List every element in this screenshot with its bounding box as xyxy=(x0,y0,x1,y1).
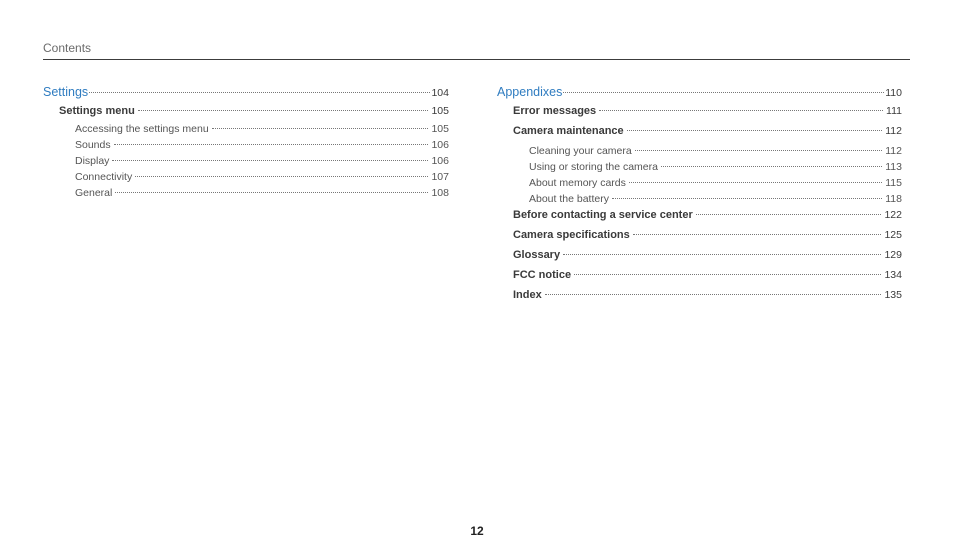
dot-leader xyxy=(563,254,881,255)
dot-leader xyxy=(599,110,883,111)
toc-entry[interactable] xyxy=(497,125,902,145)
toc-subentry[interactable] xyxy=(43,123,449,139)
toc-page-number: 107 xyxy=(431,171,449,183)
toc-page-number: 111 xyxy=(886,105,902,117)
toc-entry[interactable] xyxy=(497,209,902,229)
toc-subentry[interactable] xyxy=(43,155,449,171)
toc-entry-title: Using or storing the camera xyxy=(529,161,658,173)
toc-entry[interactable] xyxy=(497,105,902,125)
toc-subentry[interactable] xyxy=(43,171,449,187)
toc-subentry[interactable] xyxy=(43,139,449,155)
dot-leader xyxy=(574,274,881,275)
toc-page-number: 106 xyxy=(431,155,449,167)
dot-leader xyxy=(89,92,430,93)
dot-leader xyxy=(545,294,882,295)
toc-section-title: Settings xyxy=(43,85,89,99)
page-number: 12 xyxy=(470,524,484,538)
dot-leader xyxy=(112,160,428,161)
toc-subentry[interactable] xyxy=(497,145,902,161)
toc-entry-title: General xyxy=(75,187,113,199)
toc-page-number: 125 xyxy=(884,229,902,241)
toc-entry-title: Camera specifications xyxy=(513,229,630,241)
toc-page-number: 110 xyxy=(885,87,902,99)
dot-leader xyxy=(138,110,429,111)
dot-leader xyxy=(612,198,882,199)
dot-leader xyxy=(696,214,882,215)
toc-page-number: 115 xyxy=(885,177,902,189)
toc-section-title: Appendixes xyxy=(497,85,563,99)
dot-leader xyxy=(661,166,882,167)
toc-entry-title: Index xyxy=(513,289,542,301)
dot-leader xyxy=(627,130,883,131)
toc-entry-title: Glossary xyxy=(513,249,561,261)
toc-page-number: 105 xyxy=(431,123,449,135)
toc-entry-title: Connectivity xyxy=(75,171,133,183)
dot-leader xyxy=(212,128,429,129)
toc-entry[interactable] xyxy=(497,269,902,289)
toc-entry-title: FCC notice xyxy=(513,269,572,281)
toc-entry[interactable] xyxy=(497,229,902,249)
toc-page-number: 104 xyxy=(431,87,449,99)
toc-subentry[interactable] xyxy=(497,161,902,177)
toc-page-number: 118 xyxy=(885,193,902,205)
toc-subentry[interactable] xyxy=(497,193,902,209)
page-header-label: Contents xyxy=(43,41,92,55)
toc-section-appendixes[interactable] xyxy=(497,85,902,103)
dot-leader xyxy=(114,144,429,145)
toc-entry[interactable] xyxy=(497,289,902,309)
dot-leader xyxy=(135,176,428,177)
toc-entry-title: About the battery xyxy=(529,193,609,205)
toc-page-number: 112 xyxy=(885,145,902,157)
dot-leader xyxy=(563,92,884,93)
toc-page-number: 134 xyxy=(884,269,902,281)
dot-leader xyxy=(633,234,882,235)
toc-section-settings[interactable] xyxy=(43,85,449,103)
toc-page-number: 113 xyxy=(885,161,902,173)
toc-page-number: 112 xyxy=(885,125,902,137)
toc-entry-title: Camera maintenance xyxy=(513,125,624,137)
toc-entry-title: Before contacting a service center xyxy=(513,209,693,221)
toc-entry[interactable] xyxy=(43,105,449,123)
dot-leader xyxy=(635,150,883,151)
toc-page-number: 135 xyxy=(884,289,902,301)
toc-page-number: 105 xyxy=(431,105,449,117)
toc-entry-title: Cleaning your camera xyxy=(529,145,632,157)
toc-page-number: 106 xyxy=(431,139,449,151)
dot-leader xyxy=(115,192,428,193)
dot-leader xyxy=(629,182,882,183)
toc-entry-title: Accessing the settings menu xyxy=(75,123,209,135)
toc-entry-title: Settings menu xyxy=(59,105,135,117)
toc-entry-title: Sounds xyxy=(75,139,111,151)
toc-entry[interactable] xyxy=(497,249,902,269)
toc-entry-title: Display xyxy=(75,155,110,167)
toc-subentry[interactable] xyxy=(43,187,449,203)
toc-subentry[interactable] xyxy=(497,177,902,193)
toc-page-number: 108 xyxy=(431,187,449,199)
toc-column-right xyxy=(497,85,902,309)
header-divider xyxy=(43,59,910,60)
toc-page-number: 122 xyxy=(884,209,902,221)
toc-page-number: 129 xyxy=(884,249,902,261)
toc-column-left xyxy=(43,85,449,203)
toc-entry-title: Error messages xyxy=(513,105,597,117)
toc-entry-title: About memory cards xyxy=(529,177,626,189)
